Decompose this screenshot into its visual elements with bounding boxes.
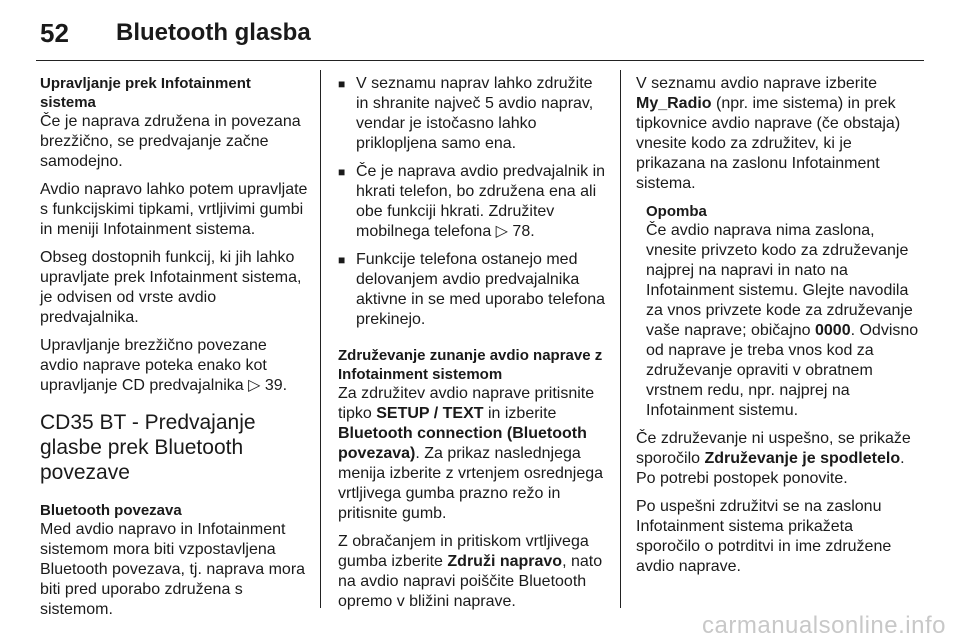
paragraph: Obseg dostopnih funkcij, ki jih lahko upravljate prek Infotainment sistema, je odvisen od vrste avdio predvajalnika. — [40, 249, 302, 326]
device-name: My_Radio — [636, 95, 712, 112]
watermark: carmanualsonline.info — [702, 612, 946, 639]
default-code: 0000 — [815, 322, 851, 339]
note-text — [646, 221, 920, 421]
text: Če združevanje ni uspešno, se prikaže sporočilo — [636, 430, 911, 467]
paragraph — [636, 74, 920, 194]
subheading-bluetooth-connection: Bluetooth povezava — [40, 502, 182, 519]
page-ref-link[interactable]: 78. — [512, 223, 535, 240]
page-ref-arrow-icon: ▷ — [495, 223, 508, 240]
page-ref-link[interactable]: 39. — [264, 377, 288, 394]
page-ref-arrow-icon: ▷ — [248, 377, 261, 394]
page-number: 52 — [40, 18, 69, 48]
paragraph: Po uspešni združitvi se na zaslonu Infotainment sistema prikažeta sporočilo o potrditvi in ime združene avdio naprave. — [636, 498, 892, 575]
paragraph — [338, 532, 608, 612]
text: Za združitev avdio naprave pritisnite tipko — [338, 385, 595, 422]
subheading-pairing: Združevanje zunanje avdio naprave z Infotainment sistemom — [338, 347, 603, 383]
column-divider-1 — [320, 70, 321, 608]
paragraph — [636, 429, 920, 489]
column-1 — [40, 74, 308, 628]
note-title: Opomba — [646, 203, 707, 220]
text: V seznamu avdio naprave izberite — [636, 75, 878, 92]
column-2 — [338, 74, 608, 620]
page-header — [36, 14, 924, 54]
subheading-infotainment-control: Upravljanje prek Infotainment sistema — [40, 75, 251, 111]
note-box — [646, 202, 920, 421]
button-name: SETUP / TEXT — [376, 405, 484, 422]
paragraph: Avdio napravo lahko potem upravljate s funkcijskimi tipkami, vrtljivimi gumbi in meniji Infotainment sistema. — [40, 181, 308, 238]
header-rule — [36, 60, 924, 61]
text: Z obračanjem in pritiskom vrtljivega gumba izberite — [338, 533, 589, 570]
message-name: Združevanje je spodletelo — [704, 450, 901, 467]
paragraph — [338, 384, 608, 524]
page-title: Bluetooth glasba — [116, 19, 311, 46]
paragraph — [40, 336, 308, 396]
list-item: ■ V seznamu naprav lahko združite in shranite največ 5 avdio naprav, vendar je istočasno lahko priklopljena samo ena. — [338, 74, 608, 154]
bullet-list — [338, 74, 608, 330]
paragraph: Če je naprava združena in povezana brezžično, se predvajanje začne samodejno. — [40, 113, 301, 170]
paragraph: Med avdio napravo in Infotainment sistemom mora biti vzpostavljena Bluetooth povezava, tj. naprava mora biti pred uporabo združena s sistemom. — [40, 521, 306, 618]
column-3 — [636, 74, 920, 585]
text: in izberite — [483, 405, 557, 422]
text: Če avdio naprava nima zaslona, vnesite privzeto kodo za združevanje najprej na napravi in nato na Infotainment sistemu. Glejte navodila za vnos privzete kode za združevanje vaše naprave; običajno — [646, 222, 913, 339]
text: . Za prikaz naslednjega menija izberite z vrtenjem osrednjega vrtljivega gumba prazno režo in pritisnite gumb. — [338, 445, 604, 522]
text: (npr. ime sistema) in prek tipkovnice avdio naprave (če obstaja) vnesite kodo za združitev, ki je prikazana na zaslonu Infotainment sistema. — [636, 95, 901, 192]
menu-name: Združi napravo — [447, 553, 563, 570]
column-divider-2 — [620, 70, 621, 608]
paragraph-text: Upravljanje brezžično povezane avdio naprave poteka enako kot upravljanje CD predvajalnika — [40, 337, 267, 394]
text: . Odvisno od naprave je treba vnos kod za združevanje opraviti v obratnem vrstnem redu, npr. najprej na Infotainment sistemu. — [646, 322, 919, 419]
text: . Po potrebi postopek ponovite. — [636, 450, 905, 487]
list-item: ■ Funkcije telefona ostanejo med delovanjem avdio predvajalnika aktivne in se med uporabo telefona prekinejo. — [338, 250, 608, 330]
section-heading: CD35 BT - Predvajanje glasbe prek Bluetooth povezave — [40, 411, 256, 484]
list-item — [338, 162, 608, 242]
list-item-text: Če je naprava avdio predvajalnik in hkrati telefon, bo združena ena ali obe funkciji hkrati. Združitev mobilnega telefona — [356, 163, 606, 240]
text: , nato na avdio napravi poiščite Bluetooth opremo v bližini naprave. — [338, 553, 603, 610]
menu-name: Bluetooth connection (Bluetooth povezava) — [338, 425, 587, 462]
